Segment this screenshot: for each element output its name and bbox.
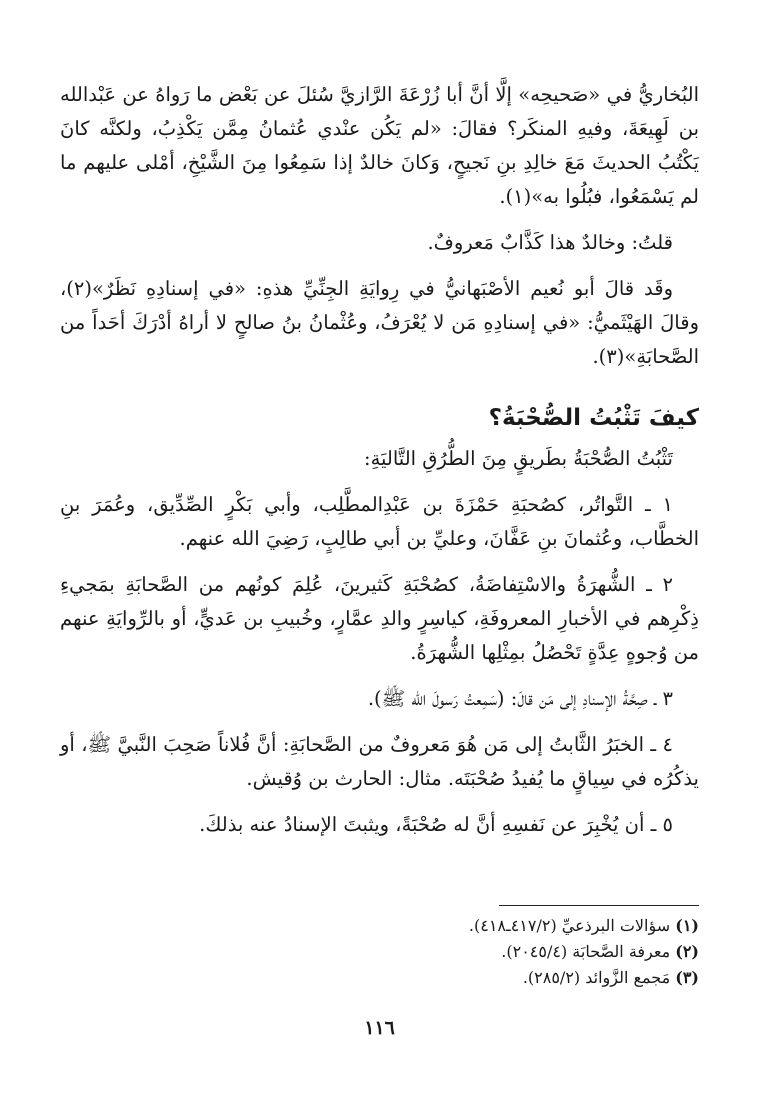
footnote-divider bbox=[499, 905, 699, 906]
paragraph: وقَد قالَ أبو نُعيم الأصْبَهانيُّ في رِوايَةِ الجِنِّيِّ هذهِ: «في إسنادِهِ نَظَرٌ»(٢)، وقالَ الهَيْثَميُّ: «في إسنادِهِ مَن لا يُعْرَفُ، وعُثْمانُ بنُ صالحٍ لا أراهُ أدْرَكَ أحَداً من الصَّحابَةِ»(٣). bbox=[60, 277, 699, 368]
list-item: ٣ ـ صِحَّةُ الإسنادِ إلى مَن قالَ: (سَمِعتُ رَسولَ الله ﷺ). bbox=[367, 687, 673, 710]
paragraph: البُخاريُّ في «صَحيحِه» إلَّا أنَّ أبا زُرْعَةَ الرَّازيَّ سُئلَ عن بَعْض ما رَواهُ عن عَبْدالله بن لَهِيعَةَ، وفيهِ المنكَر؟ فقالَ: «لم يَكُن عنْدي عُثمانُ مِمَّن يَكْذِبُ، ولكنَّه كانَ يَكْتُبُ الحديثَ مَعَ خالِدِ بنِ نَجيحٍ، وَكانَ خالدٌ إذا سَمِعُوا مِنَ الشَّيْخِ، أمْلى عليهم ما لم يَسْمَعُوا، فبُلُوا به»(١). bbox=[60, 83, 699, 208]
footnote bbox=[60, 965, 699, 991]
footnote-text: معرفة الصَّحابَة (٢٠٤٥/٤). bbox=[501, 942, 671, 961]
list-item: ١ ـ التَّواتُر، كصُحبَةِ حَمْزَةَ بن عَبْدِالمطَّلِب، وأبي بَكْرٍ الصِّدِّيق، وعُمَرَ بنِ الخطَّاب، وعُثمانَ بنِ عَفَّانَ، وعليِّ بن أبي طالِبٍ، رَضِيَ الله عنهم. bbox=[60, 493, 699, 550]
list-item: ٥ ـ أن يُخْبِرَ عن نَفسِهِ أنَّ له صُحْبَةً، ويثبتَ الإسنادُ عنه بذلكَ. bbox=[199, 813, 673, 836]
list-item: ٢ ـ الشُّهرَةُ والاسْتِفاضَةُ، كصُحْبَةِ كَثيرينَ، عُلِمَ كونُهم من الصَّحابَةِ بمَجيءِ ذِكْرِهم في الأخبارِ المعروفَةِ، كياسِرٍ والدِ عمَّارٍ، وخُبيبِ بن عَديٍّ، أو بالرِّوايَةِ عنهم من وُجوهٍ عِدَّةٍ تَحْصُلُ بمِثْلِها الشُّهرَةُ. bbox=[60, 573, 699, 664]
paragraph: قلتُ: وخالدٌ هذا كَذَّابٌ مَعروفٌ. bbox=[427, 231, 673, 254]
paragraph: تَثْبُتُ الصُّحْبَةُ بطَريقٍ مِنَ الطُّرُقِ التَّاليَةِ: bbox=[364, 447, 673, 470]
footnotes bbox=[60, 913, 699, 991]
footnote bbox=[60, 913, 699, 939]
section-heading: كيفَ تَثْبُتُ الصُّحْبَةُ؟ bbox=[488, 405, 699, 431]
footnote-number: (١) bbox=[675, 916, 699, 935]
footnote-number: (٣) bbox=[675, 968, 699, 987]
footnote-number: (٢) bbox=[675, 942, 699, 961]
main-text bbox=[60, 78, 699, 842]
footnote-text: مَجمع الزَّوائد (٢٨٥/٢). bbox=[522, 968, 671, 987]
list-item: ٤ ـ الخبَرُ الثَّابتُ إلى مَن هُوَ مَعروفٌ من الصَّحابَةِ: أنَّ فُلاناً صَحِبَ النَّبيَّ ﷺ، أو يذكُرُه في سِياقٍ ما يُفيدُ صُحْبَتَه. مثال: الحارث بن وُقيش. bbox=[60, 733, 699, 790]
footnote bbox=[60, 939, 699, 965]
page-number: ١١٦ bbox=[364, 1017, 395, 1039]
footnote-text: سؤالات البرذعيِّ (٤١٧/٢ـ٤١٨). bbox=[468, 916, 671, 935]
